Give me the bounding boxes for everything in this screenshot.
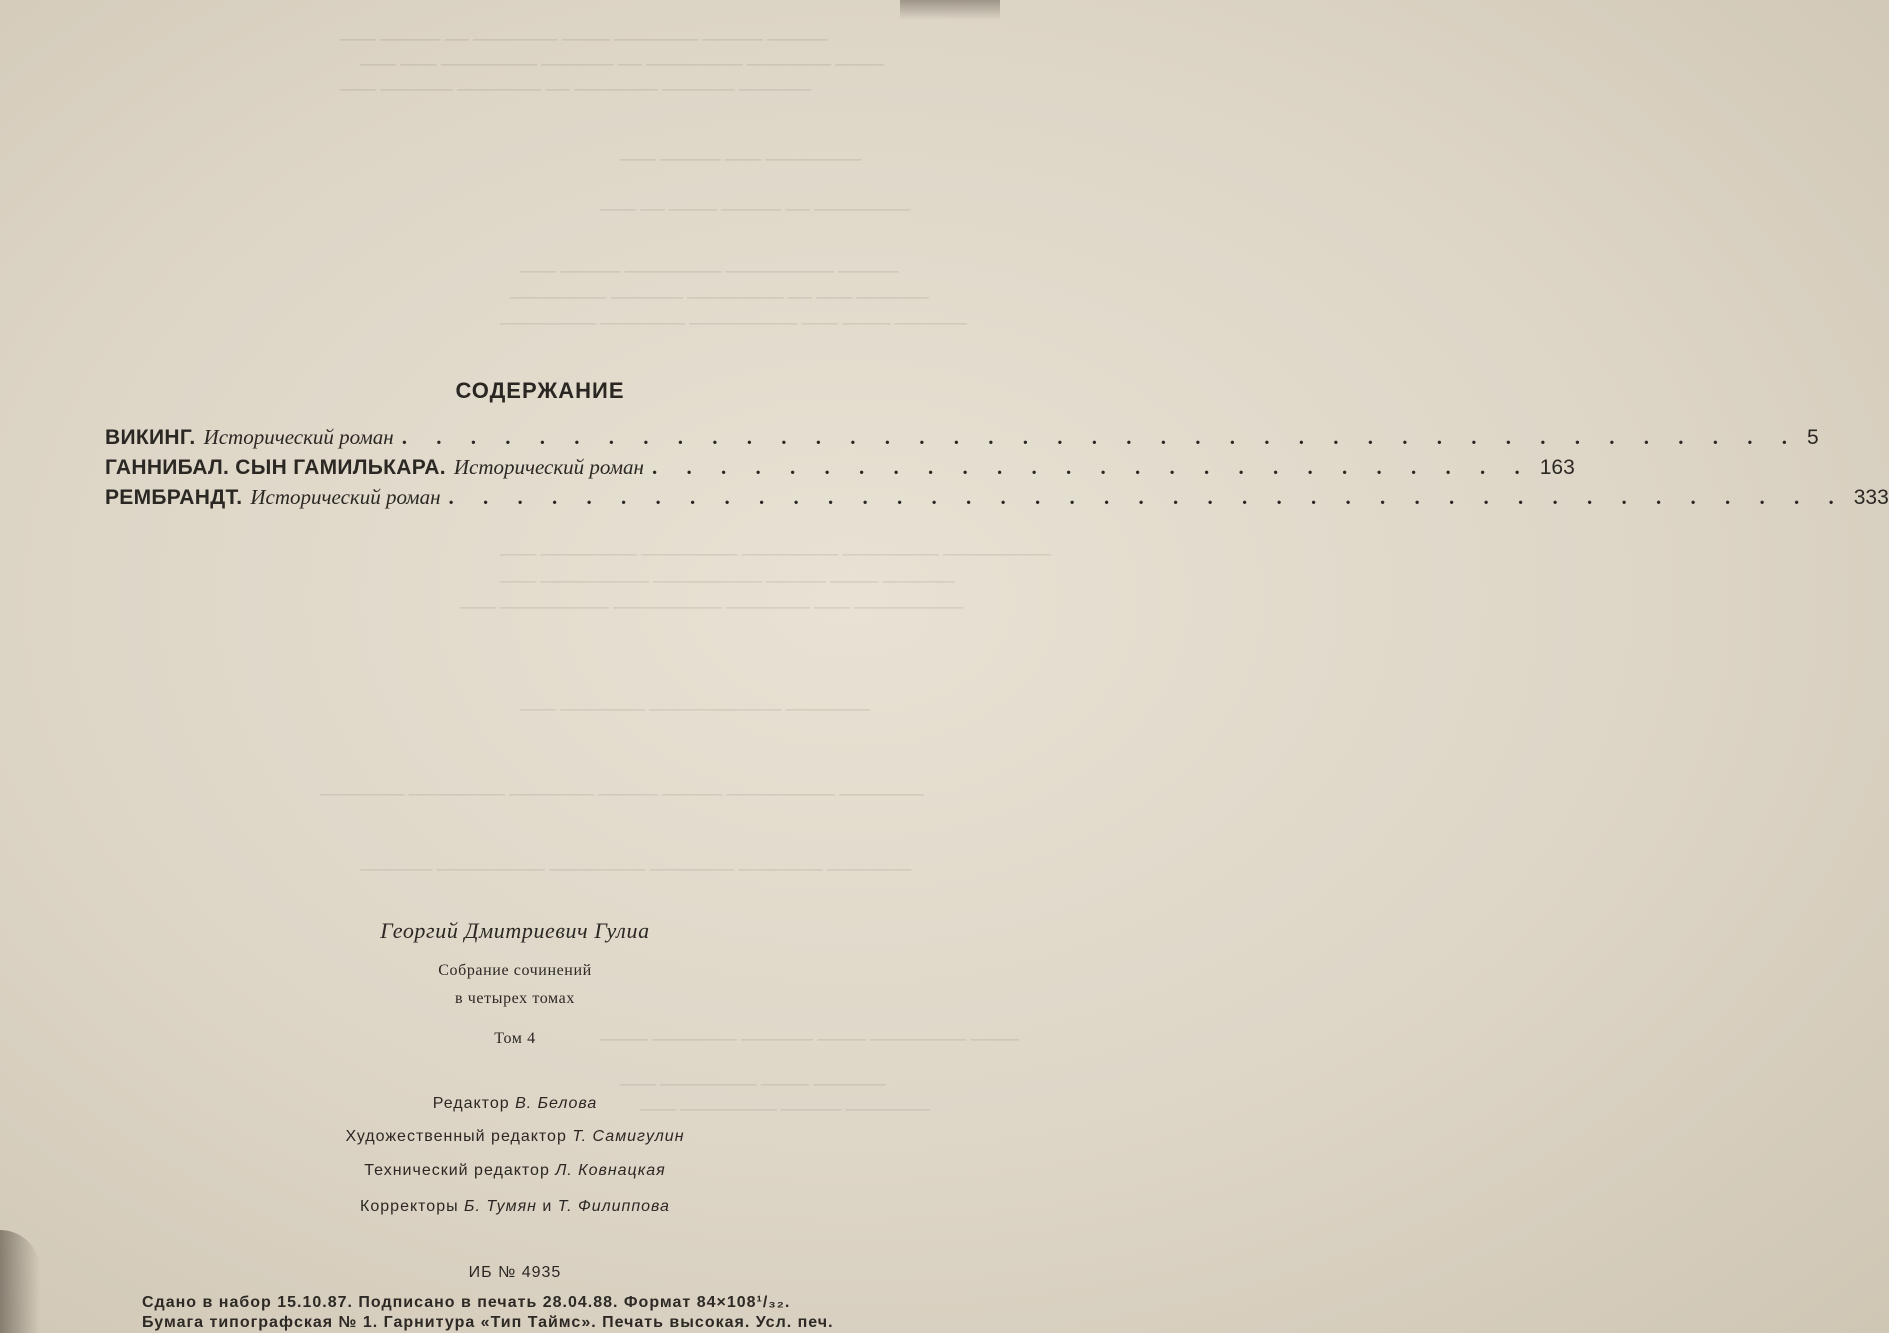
credit-role: Корректоры [360,1198,459,1215]
toc-entry-page: 163 [1539,456,1575,479]
bleed-through-text: ──────── ─── ───── ─── [620,150,862,169]
table-of-contents [105,425,1889,515]
toc-leader-dots: . . . . . . . . . . . . . . . . . . . . . . . . . . . . . . . . . . . . . . . . . [448,485,1846,509]
toc-entry-page: 5 [1806,426,1819,449]
credit-role: Редактор [432,1095,510,1112]
volume-number: Том 4 [494,1030,536,1047]
bleed-through-text: ────── ──── ──────── ─── [620,1075,886,1094]
bleed-through-text: ───── ───── ─────── ──── ─────── ── ───── ─── [340,30,828,49]
toc-leader-dots: . . . . . . . . . . . . . . . . . . . . . . . . . . [651,455,1532,479]
collection-subtitle: в четырех томах [455,990,575,1007]
publishing-details-line: Сдано в набор 15.10.87. Подписано в печать 28.04.88. Формат 84×108¹/₃₂. [142,1294,791,1311]
bleed-through-text: ──────── ── ───── ──── ── ─── [600,200,911,219]
toc-entry-genre: Исторический роман [203,425,394,449]
ib-number: ИБ № 4935 [468,1264,562,1281]
bleed-through-text: ───────── ──────── ──────── ──────── ──────── ─── [500,545,1052,564]
toc-entry-title: ВИКИНГ. [105,426,196,449]
publishing-details-line: Бумага типографская № 1. Гарнитура «Тип Таймс». Печать высокая. Усл. печ. [142,1314,834,1331]
toc-leader-dots: . . . . . . . . . . . . . . . . . . . . . . . . . . . . . . . . . . . . . . . . . [401,425,1799,449]
credit-role: Технический редактор [364,1162,550,1179]
toc-heading: СОДЕРЖАНИЕ [455,378,625,403]
bleed-through-text: ─────── ─────── ─────── ──────── ───────── ────── [360,860,912,879]
toc-entry-genre: Исторический роман [453,455,644,479]
toc-entry-title: ГАННИБАЛ. СЫН ГАМИЛЬКАРА. [105,456,446,479]
credit-name-2: Т. Филиппова [557,1198,670,1215]
collection-title: Собрание сочинений [438,962,592,979]
toc-entry [105,425,1819,455]
bleed-through-text: ────── ──── ─── ───────── ─────── ──────── [500,314,967,333]
bleed-through-text: ────── ─── ── ──────── ────── ──────── [510,288,929,307]
bleed-through-text: ─────── ─────────── ─────── ─── [520,700,870,719]
toc-entry-page: 333 [1853,486,1889,509]
credit-role: Художественный редактор [345,1128,567,1145]
toc-entry [105,455,1575,485]
credit-art-editor [0,1128,1030,1146]
bleed-through-text: ─────── ───── ──────── ─── [640,1100,930,1119]
credit-conjunction: и [542,1198,553,1215]
page-edge-shadow [900,0,1000,20]
bleed-through-text: ───── ───────── ──────── ───── ─── [520,262,899,281]
credit-name: Б. Тумян [464,1198,537,1215]
bleed-through-text: ────── ──── ───── ───────── ───────── ─── [500,572,955,591]
credit-proofreaders [0,1198,1030,1216]
credit-editor [0,1095,1030,1113]
bleed-through-text: ───────── ─── ─────── ───────── ───────── ─── [460,598,964,617]
credit-name: В. Белова [515,1095,598,1112]
bleed-through-text: ────── ────── ─────── ── ─────── ────── ─── [340,80,812,99]
author-name: Георгий Дмитриевич Гулиа [380,918,650,943]
toc-entry-title: РЕМБРАНДТ. [105,486,243,509]
credit-tech-editor [0,1162,1030,1180]
bleed-through-text: ──── ─────── ──────── ── ────── ──────── ─── ─── [360,55,884,74]
toc-entry [105,485,1889,515]
bleed-through-text: ──── ──────── ──── ────── ─────── ──── [600,1030,1019,1049]
bleed-through-text: ─────── ───────── ───── ───── ─────── ──────── ─────── [320,785,924,804]
credit-name: Л. Ковнацкая [555,1162,666,1179]
toc-entry-genre: Исторический роман [250,485,441,509]
credit-name: Т. Самигулин [572,1128,685,1145]
